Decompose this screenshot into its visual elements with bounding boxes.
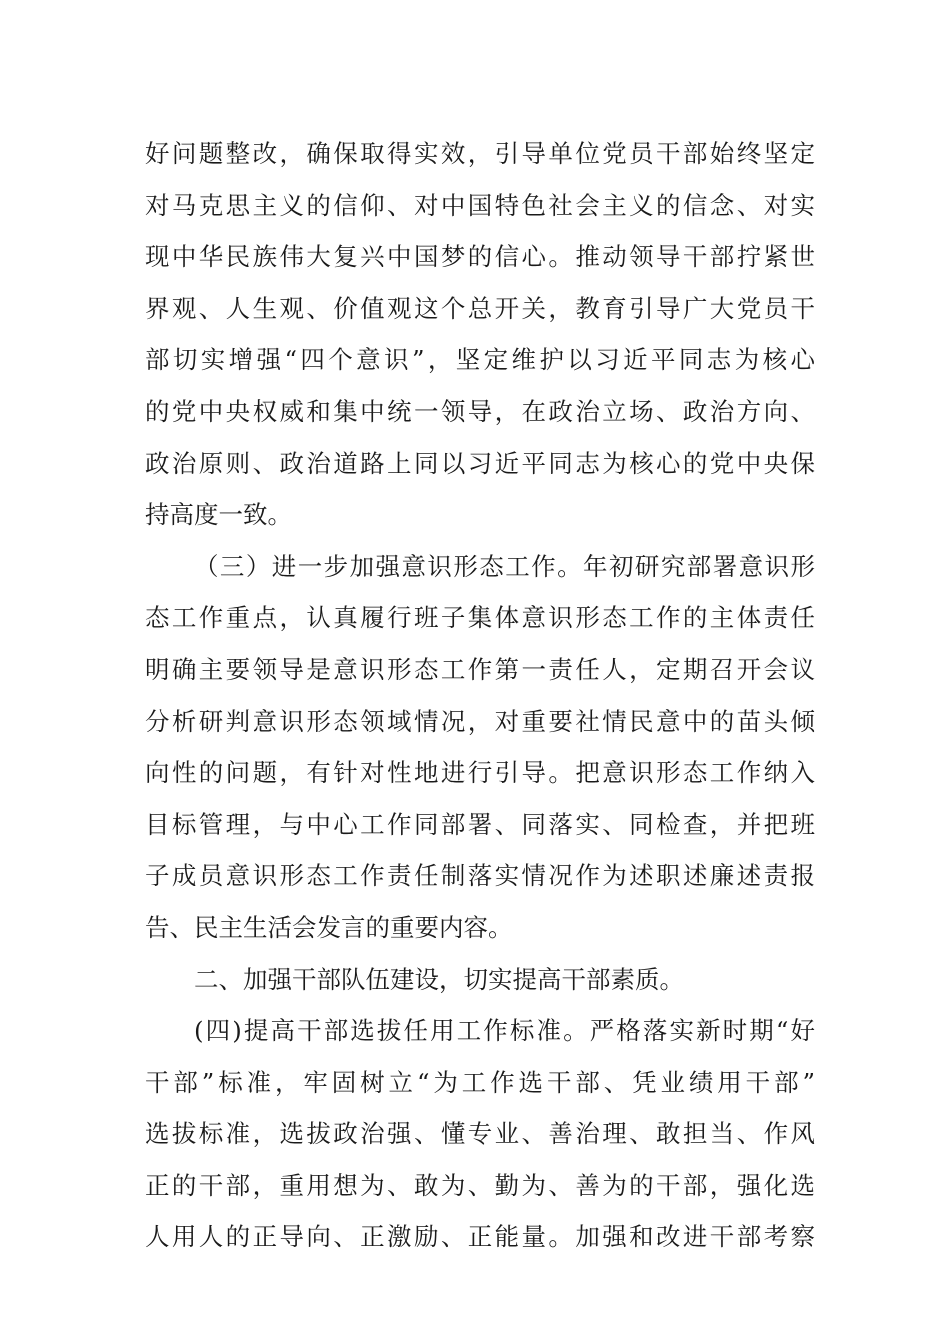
text-line: 目标管理，与中心工作同部署、同落实、同检查，并把班 <box>145 809 815 839</box>
section-heading-4: (四)提高干部选拔任用工作标准。严格落实新时期“好 <box>194 1016 815 1046</box>
text-line: 选拔标准，选拔政治强、懂专业、善治理、敢担当、作风 <box>145 1119 815 1149</box>
text-line: 部切实增强“四个意识”，坚定维护以习近平同志为核心 <box>145 345 815 375</box>
text-line: 告、民主生活会发言的重要内容。 <box>145 912 513 942</box>
text-line: 明确主要领导是意识形态工作第一责任人，定期召开会议 <box>145 654 815 684</box>
text-line: 分析研判意识形态领域情况，对重要社情民意中的苗头倾 <box>145 706 815 736</box>
text-line: 态工作重点，认真履行班子集体意识形态工作的主体责任 <box>145 603 815 633</box>
text-line: 好问题整改，确保取得实效，引导单位党员干部始终坚定 <box>145 139 815 168</box>
text-line: 向性的问题，有针对性地进行引导。把意识形态工作纳入 <box>145 758 815 788</box>
text-line: 正的干部，重用想为、敢为、勤为、善为的干部，强化选 <box>145 1170 815 1200</box>
text-line: 干部”标准，牢固树立“为工作选干部、凭业绩用干部” <box>145 1067 815 1097</box>
text-line: 现中华民族伟大复兴中国梦的信心。推动领导干部拧紧世 <box>145 242 815 272</box>
text-line: 人用人的正导向、正激励、正能量。加强和改进干部考察 <box>145 1222 815 1252</box>
section-heading-3: （三）进一步加强意识形态工作。年初研究部署意识形 <box>194 551 815 581</box>
text-line: 持高度一致。 <box>145 500 292 530</box>
text-line: 的党中央权威和集中统一领导，在政治立场、政治方向、 <box>145 396 815 426</box>
text-line: 界观、人生观、价值观这个总开关，教育引导广大党员干 <box>145 293 815 323</box>
text-line: 政治原则、政治道路上同以习近平同志为核心的党中央保 <box>145 448 815 478</box>
text-line: 对马克思主义的信仰、对中国特色社会主义的信念、对实 <box>145 190 815 220</box>
text-line: 子成员意识形态工作责任制落实情况作为述职述廉述责报 <box>145 861 815 891</box>
section-heading-2: 二、加强干部队伍建设，切实提高干部素质。 <box>194 964 684 994</box>
body-text <box>145 128 815 1263</box>
